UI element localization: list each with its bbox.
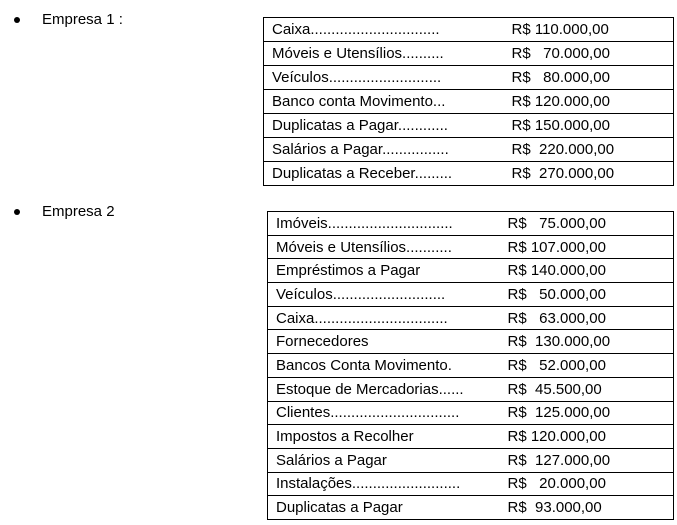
account-value: R$ 150.000,00	[512, 114, 674, 138]
account-label: Móveis e Utensílios..........	[264, 42, 512, 66]
account-value: R$ 120.000,00	[508, 425, 674, 449]
table-row	[268, 377, 674, 401]
heading-text: Empresa 1 :	[42, 11, 123, 28]
table-row	[268, 401, 674, 425]
bullet-icon	[14, 209, 20, 215]
table-row	[268, 330, 674, 354]
table-row	[268, 259, 674, 283]
account-label: Banco conta Movimento...	[264, 90, 512, 114]
section-heading-empresa-1	[14, 11, 123, 28]
account-label: Veículos...........................	[268, 283, 508, 307]
account-value: R$ 120.000,00	[512, 90, 674, 114]
account-value: R$ 75.000,00	[508, 212, 674, 236]
table-row	[268, 354, 674, 378]
account-value: R$ 20.000,00	[508, 472, 674, 496]
table-row	[268, 306, 674, 330]
account-label: Veículos...........................	[264, 66, 512, 90]
table-row	[264, 114, 674, 138]
table-row	[264, 18, 674, 42]
account-value: R$ 127.000,00	[508, 448, 674, 472]
account-label: Imóveis..............................	[268, 212, 508, 236]
section-heading-empresa-2	[14, 203, 115, 220]
heading-text: Empresa 2	[42, 203, 115, 220]
empresa-2-accounts-table	[267, 211, 674, 520]
table-row	[268, 472, 674, 496]
table-row	[264, 66, 674, 90]
account-label: Impostos a Recolher	[268, 425, 508, 449]
table-row	[268, 425, 674, 449]
table-row	[268, 448, 674, 472]
account-value: R$ 107.000,00	[508, 235, 674, 259]
account-label: Caixa...............................	[264, 18, 512, 42]
account-label: Salários a Pagar	[268, 448, 508, 472]
account-value: R$ 63.000,00	[508, 306, 674, 330]
account-label: Duplicatas a Receber.........	[264, 162, 512, 186]
account-label: Estoque de Mercadorias......	[268, 377, 508, 401]
account-value: R$ 80.000,00	[512, 66, 674, 90]
account-label: Duplicatas a Pagar	[268, 496, 508, 520]
account-value: R$ 52.000,00	[508, 354, 674, 378]
account-label: Fornecedores	[268, 330, 508, 354]
account-label: Bancos Conta Movimento.	[268, 354, 508, 378]
account-value: R$ 45.500,00	[508, 377, 674, 401]
table-row	[264, 162, 674, 186]
table-row	[264, 138, 674, 162]
account-label: Clientes...............................	[268, 401, 508, 425]
account-value: R$ 220.000,00	[512, 138, 674, 162]
account-value: R$ 130.000,00	[508, 330, 674, 354]
table-row	[268, 283, 674, 307]
table-row	[264, 42, 674, 66]
table-row	[264, 90, 674, 114]
table-row	[268, 496, 674, 520]
account-label: Instalações..........................	[268, 472, 508, 496]
bullet-icon	[14, 17, 20, 23]
account-value: R$ 270.000,00	[512, 162, 674, 186]
account-value: R$ 110.000,00	[512, 18, 674, 42]
empresa-1-accounts-table	[263, 17, 674, 186]
account-label: Caixa................................	[268, 306, 508, 330]
account-label: Móveis e Utensílios...........	[268, 235, 508, 259]
account-label: Salários a Pagar................	[264, 138, 512, 162]
account-label: Empréstimos a Pagar	[268, 259, 508, 283]
account-value: R$ 125.000,00	[508, 401, 674, 425]
account-value: R$ 140.000,00	[508, 259, 674, 283]
account-value: R$ 70.000,00	[512, 42, 674, 66]
account-value: R$ 93.000,00	[508, 496, 674, 520]
table-row	[268, 235, 674, 259]
table-row	[268, 212, 674, 236]
account-value: R$ 50.000,00	[508, 283, 674, 307]
account-label: Duplicatas a Pagar............	[264, 114, 512, 138]
